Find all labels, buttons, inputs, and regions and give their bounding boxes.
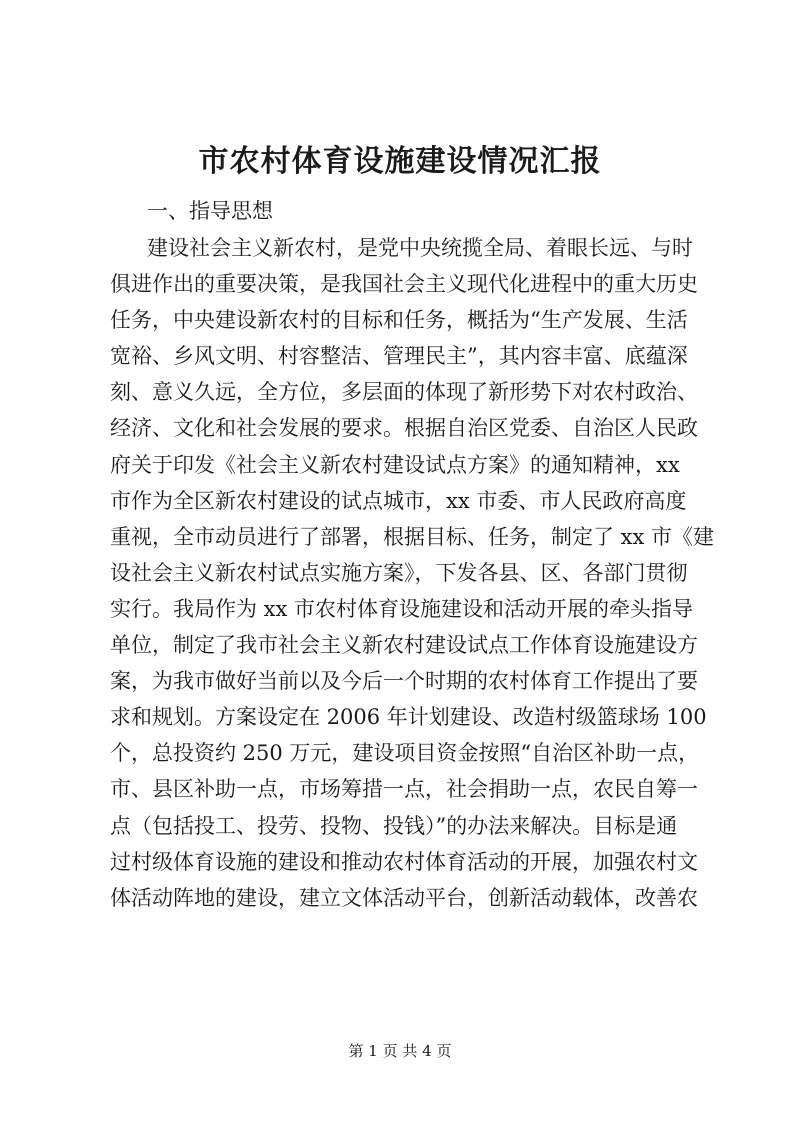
body-line: 单位，制定了我市社会主义新农村建设试点工作体育设施建设方 <box>110 633 698 658</box>
page-footer: 第 1 页 共 4 页 <box>348 1042 452 1060</box>
body-line: 经济、文化和社会发展的要求。根据自治区党委、自治区人民政 <box>110 416 698 441</box>
body-line: 个，总投资约 250 万元，建设项目资金按照“自治区补助一点， <box>110 741 700 766</box>
body-line: 府关于印发《社会主义新农村建设试点方案》的通知精神，xx <box>110 452 680 477</box>
body-line: 过村级体育设施的建设和推动农村体育活动的开展，加强农村文 <box>110 849 698 874</box>
body-paragraph <box>110 230 715 916</box>
body-line: 案，为我市做好当前以及今后一个时期的农村体育工作提出了要 <box>110 669 698 694</box>
section-heading: 一、指导思想 <box>147 199 273 223</box>
body-line: 市作为全区新农村建设的试点城市，xx 市委、市人民政府高度 <box>110 488 687 513</box>
document-title: 市农村体育设施建设情况汇报 <box>198 144 602 179</box>
body-line: 市、县区补助一点，市场筹措一点，社会捐助一点，农民自筹一 <box>110 777 698 802</box>
body-line: 求和规划。方案设定在 2006 年计划建设、改造村级篮球场 100 <box>110 705 707 730</box>
body-line: 设社会主义新农村试点实施方案》，下发各县、区、各部门贯彻 <box>110 560 688 585</box>
body-line: 重视，全市动员进行了部署，根据目标、任务，制定了 xx 市《建 <box>110 524 715 549</box>
body-line: 任务，中央建设新农村的目标和任务，概括为“生产发展、生活 <box>110 308 688 333</box>
body-line: 实行。我局作为 xx 市农村体育设施建设和活动开展的牵头指导 <box>110 596 694 621</box>
body-line: 建设社会主义新农村，是党中央统揽全局、着眼长远、与时 <box>147 236 693 260</box>
body-line: 点（包括投工、投劳、投物、投钱）”的办法来解决。目标是通 <box>110 813 678 838</box>
body-line: 俱进作出的重要决策，是我国社会主义现代化进程中的重大历史 <box>110 272 698 297</box>
body-line: 宽裕、乡风文明、村容整洁、管理民主”，其内容丰富、底蕴深 <box>110 344 688 369</box>
body-line: 体活动阵地的建设，建立文体活动平台，创新活动载体，改善农 <box>110 885 698 910</box>
body-line: 刻、意义久远，全方位，多层面的体现了新形势下对农村政治、 <box>110 380 698 405</box>
